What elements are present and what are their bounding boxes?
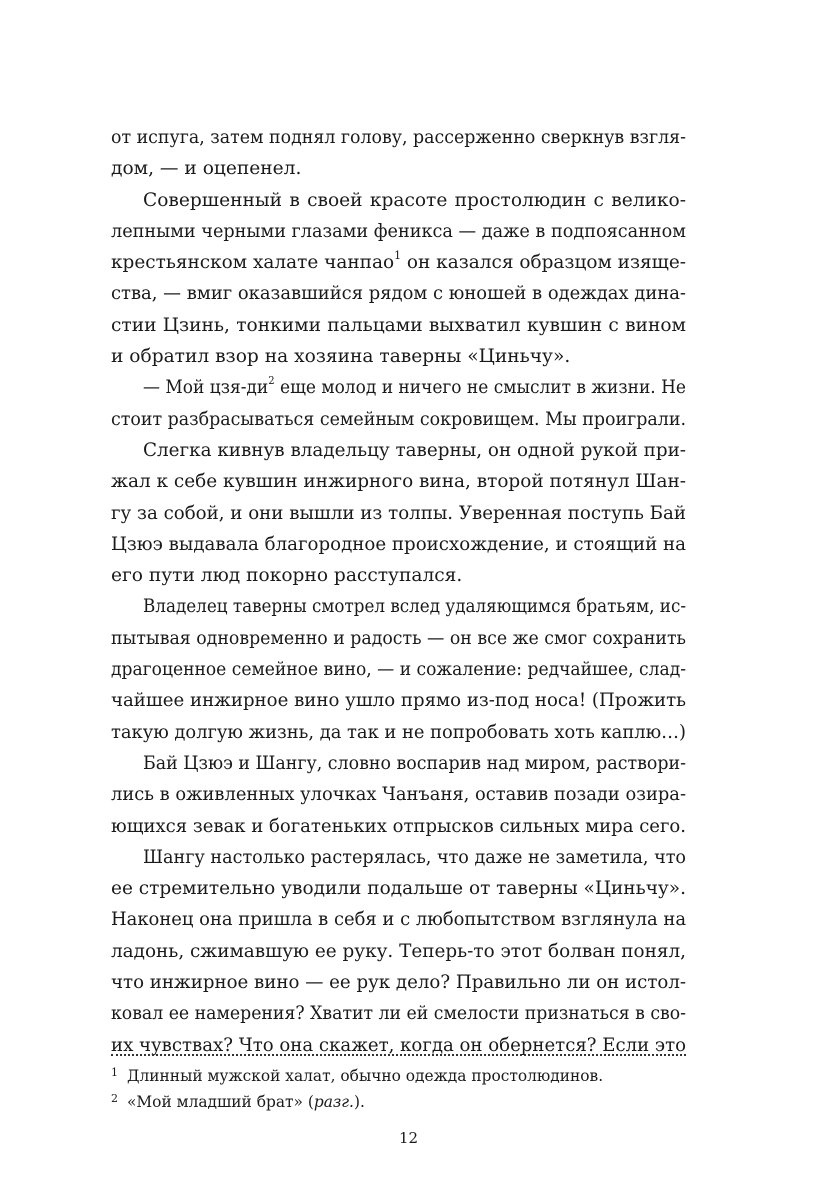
text-line: что инжирное вино — ее рук дело? Правильно ли он истол- — [111, 972, 687, 994]
text-line: жал к себе кувшин инжирного вина, второй потянул Шан- — [111, 471, 686, 493]
text-line: ющихся зевак и богатеньких отпрысков сильных мира сего. — [111, 815, 687, 837]
body-text — [111, 122, 686, 1061]
text-span: — Мой цзя-ди — [143, 377, 269, 399]
footnote-text-end: ). — [353, 1093, 365, 1111]
text-line: такую долгую жизнь, да так и не попробовать хоть каплю…) — [111, 721, 686, 743]
text-line: ковал ее намерения? Хватит ли ей смелости признаться в сво- — [111, 1003, 687, 1025]
text-line: Цзюэ выдавала благородное происхождение, и стоящий на — [111, 533, 687, 555]
text-line: стоит разбрасываться семейным сокровищем. Мы проиграли. — [111, 408, 686, 430]
paragraph-start-line: Шангу настолько растерялась, что даже не заметила, что — [143, 846, 687, 868]
text-line: дом, — и оцепенел. — [111, 158, 302, 180]
text-span: он казался образцом изяще- — [401, 252, 687, 274]
text-line: их чувствах? Что она скажет, когда он обернется? Если это — [111, 1034, 687, 1056]
footnote-1 — [111, 1063, 686, 1089]
footnote-ref-1[interactable]: 1 — [394, 249, 402, 262]
paragraph-start-line: Владелец таверны смотрел вслед удаляющимся братьям, ис- — [143, 596, 687, 618]
text-line: стии Цзинь, тонкими пальцами выхватил кувшин с вином — [111, 314, 686, 336]
text-line: чайшее инжирное вино ушло прямо из-под носа! (Прожить — [111, 690, 687, 712]
text-line: Наконец она пришла в себя и с любопытством взглянула на — [111, 909, 687, 931]
paragraph-start-line — [111, 372, 686, 403]
text-line: драгоценное семейное вино, — и сожаление: редчайшее, слад- — [111, 659, 687, 681]
footnote-number: 1 — [111, 1066, 118, 1079]
text-span: крестьянском халате чанпао — [111, 252, 395, 274]
footnote-number: 2 — [111, 1092, 118, 1105]
paragraph-start-line: Совершенный в своей красоте простолюдин с велико- — [143, 189, 686, 211]
footnote-text: Длинный мужской халат, обычно одежда простолюдинов. — [127, 1067, 604, 1085]
paragraph-start-line: Бай Цзюэ и Шангу, словно воспарив над миром, раствори- — [143, 752, 686, 774]
text-line — [111, 247, 686, 278]
text-line: ее стремительно уводили подальше от таверны «Циньчу». — [111, 878, 687, 900]
text-line: пытывая одновременно и радость — он все же смог сохранить — [111, 627, 686, 649]
footnote-ref-2[interactable]: 2 — [268, 374, 275, 388]
footnote-divider — [111, 1054, 686, 1056]
footnotes — [111, 1063, 686, 1115]
text-line: и обратил взор на хозяина таверны «Циньчу». — [111, 346, 571, 368]
text-line: ства, — вмиг оказавшийся рядом с юношей в одеждах дина- — [111, 283, 686, 305]
footnote-2 — [111, 1089, 686, 1115]
text-line: от испуга, затем поднял голову, рассерженно сверкнув взгля- — [111, 127, 686, 148]
paragraph-start-line: Слегка кивнув владельцу таверны, он одной рукой при- — [143, 439, 687, 461]
text-line: ладонь, сжимавшую ее руку. Теперь-то этот болван понял, — [111, 940, 687, 962]
text-line: его пути люд покорно расступался. — [111, 565, 463, 587]
text-span: еще молод и ничего не смыслит в жизни. Не — [274, 377, 686, 399]
page-number: 12 — [398, 1129, 419, 1147]
footnote-text: «Мой младший брат» ( — [127, 1093, 314, 1111]
text-line: лепными черными глазами феникса — даже в подпоясанном — [111, 220, 686, 242]
text-line: лись в оживленных улочках Чанъаня, оставив позади озира- — [111, 784, 686, 806]
footnote-italic: разг. — [313, 1093, 354, 1111]
text-line: гу за собой, и они вышли из толпы. Уверенная поступь Бай — [111, 502, 686, 524]
